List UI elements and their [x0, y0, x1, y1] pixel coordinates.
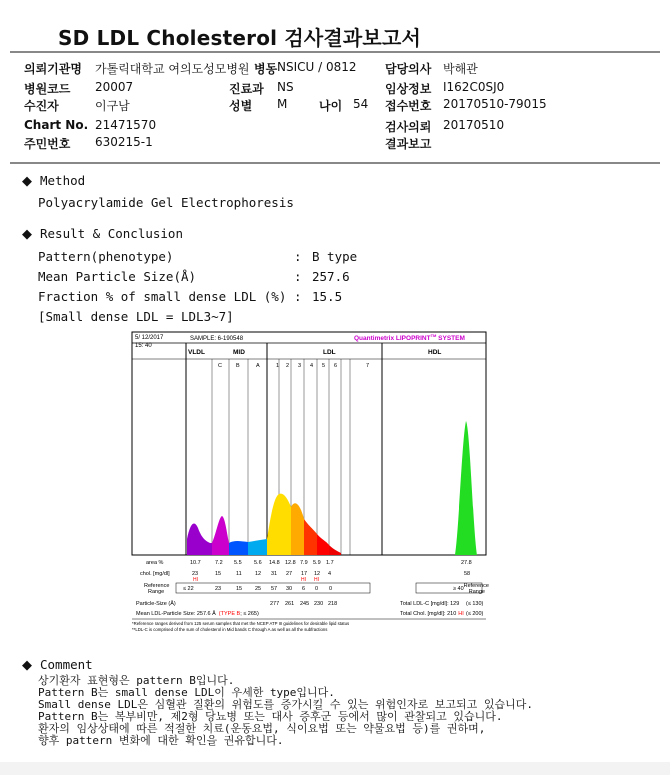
dept-value: NS: [277, 80, 294, 94]
chol-value: 15: [215, 571, 222, 577]
band-label: 3: [298, 363, 302, 369]
ref-value: 57: [271, 586, 278, 592]
chol-label: chol. [mg/dl]: [140, 571, 170, 577]
ref-label2-right: Range: [468, 589, 485, 595]
band-label: 6: [334, 363, 338, 369]
result-colon: :: [294, 269, 302, 284]
area-value: 12.8: [285, 560, 296, 566]
diamond-icon: ◆: [22, 174, 32, 189]
area-value: 10.7: [190, 560, 201, 566]
comment-line: Pattern B는 복부비만, 제2형 당뇨병 또는 대사 증후군 등에서 많이 관찰되고 있습니다.: [38, 710, 503, 723]
chart-value: 21471570: [95, 118, 157, 132]
footnote-1: *Reference ranges derived from 125 serum samples that met the NCEP ATP III guidelines for desirable lipid status: [132, 621, 350, 626]
divider: [10, 162, 660, 164]
region-label-ldl: LDL: [323, 349, 336, 356]
area-value: 5.5: [234, 560, 242, 566]
ref-value: 25: [255, 586, 262, 592]
area-value: 7.2: [215, 560, 223, 566]
comment-line: 향후 pattern 변화에 대한 확인을 권유합니다.: [38, 734, 284, 747]
request-label: 검사의뢰: [385, 120, 432, 134]
region-label-hdl: HDL: [428, 349, 442, 356]
chol-value: 27: [286, 571, 293, 577]
receipt-value: 20170510-79015: [443, 97, 547, 111]
id-label: 주민번호: [24, 137, 71, 151]
ref-label-right: Reference: [463, 583, 489, 589]
ref-label2: Range: [148, 589, 165, 595]
sex-value: M: [277, 97, 288, 111]
result-heading: ◆ Result & Conclusion: [22, 226, 183, 242]
area-value: 5.9: [313, 560, 321, 566]
chol-value: 23: [192, 571, 199, 577]
band-label: A: [256, 363, 260, 369]
ref-value: 0: [329, 586, 333, 592]
area-value: 5.6: [254, 560, 262, 566]
result-value-size: 257.6: [312, 269, 350, 284]
method-text: Polyacrylamide Gel Electrophoresis: [38, 195, 294, 210]
chol-value: 4: [328, 571, 332, 577]
clinical-label: 임상정보: [385, 82, 432, 96]
ward-value: NSICU / 0812: [277, 60, 357, 74]
hospital-code-value: 20007: [95, 80, 134, 94]
hospital-code-label: 병원코드: [24, 82, 71, 96]
age-label: 나이: [319, 99, 343, 113]
psize-value: 245: [300, 601, 310, 607]
hi-mark: HI: [314, 577, 319, 583]
band-label: 1: [276, 363, 280, 369]
figure-date: 5/ 12/2017: [135, 335, 164, 341]
hi-mark: HI: [193, 577, 198, 583]
area-label: area %: [146, 560, 164, 566]
total-chol: Total Chol. [mg/dl]: 210 HI: [400, 611, 464, 617]
total-ldlc: Total LDL-C [mg/dl]: 129: [400, 601, 460, 607]
total-chol-ref: (≤ 200): [466, 611, 484, 617]
hdl-chol-value: 58: [464, 571, 471, 577]
chol-value: 12: [255, 571, 262, 577]
divider: [10, 51, 660, 53]
comment-line: Small dense LDL은 심혈관 질환의 위험도를 증가시킬 수 있는 위험인자로 보고되고 있습니다.: [38, 698, 533, 711]
comment-line: 상기환자 표현형은 pattern B입니다.: [38, 674, 235, 687]
ref-label: Reference: [144, 583, 170, 589]
request-value: 20170510: [443, 118, 505, 132]
band-label: 7: [366, 363, 370, 369]
result-value-pattern: B type: [312, 249, 358, 264]
hi-mark: HI: [301, 577, 306, 583]
method-heading: ◆ Method: [22, 173, 86, 189]
psize-label: Particle-Size (Å): [136, 601, 176, 607]
result-label-pattern: Pattern(phenotype): [38, 249, 174, 264]
band-label: 5: [322, 363, 326, 369]
chol-value: 12: [314, 571, 321, 577]
ref-value: 30: [286, 586, 293, 592]
diamond-icon: ◆: [22, 658, 32, 673]
ward-label: 병동: [254, 62, 278, 76]
region-label-vldl: VLDL: [188, 349, 205, 356]
psize-value: 230: [314, 601, 324, 607]
clinical-value: I162C0SJ0: [443, 80, 505, 94]
sex-label: 성별: [229, 99, 253, 113]
comment-line: Pattern B는 small dense LDL이 우세한 type입니다.: [38, 686, 335, 699]
psize-value: 261: [285, 601, 295, 607]
result-label-fraction: Fraction % of small dense LDL (%): [38, 289, 287, 304]
comment-line: 환자의 임상상태에 따른 적절한 치료(운동요법, 식이요법 또는 약물요법 등)를 권하며,: [38, 722, 486, 735]
result-colon: :: [294, 289, 302, 304]
region-label-mid: MID: [233, 349, 245, 356]
ref-value: 15: [236, 586, 243, 592]
receipt-label: 접수번호: [385, 99, 432, 113]
total-ldlc-ref: (≤ 130): [466, 601, 484, 607]
result-note: [Small dense LDL = LDL3~7]: [38, 309, 234, 324]
hdl-area-value: 27.8: [461, 560, 472, 566]
chol-value: 11: [236, 571, 242, 577]
institution-label: 의뢰기관명: [24, 62, 82, 76]
band-label: 4: [310, 363, 314, 369]
chol-value: 31: [271, 571, 278, 577]
ref-value: ≤ 22: [183, 586, 194, 592]
area-value: 7.9: [300, 560, 308, 566]
footnote-2: **LDL-C is comprised of the sum of cholesterol in Mid bands C through A as well as all the subfractions: [132, 627, 328, 632]
psize-value: 218: [328, 601, 338, 607]
ref-value: 6: [302, 586, 306, 592]
area-value: 1.7: [326, 560, 334, 566]
patient-label: 수진자: [24, 99, 59, 113]
band-label: B: [236, 363, 240, 369]
age-value: 54: [353, 97, 369, 111]
doctor-label: 담당의사: [385, 62, 432, 76]
band-label: C: [218, 363, 222, 369]
figure-brand: Quantimetrix LIPOPRINT™ SYSTEM: [354, 333, 465, 342]
diamond-icon: ◆: [22, 227, 32, 242]
institution-value: 가톨릭대학교 여의도성모병원: [95, 62, 250, 76]
psize-value: 277: [270, 601, 280, 607]
figure-time: 15: 40: [135, 343, 152, 349]
result-label-size: Mean Particle Size(Å): [38, 269, 197, 284]
result-value-fraction: 15.5: [312, 289, 343, 304]
area-value: 14.8: [269, 560, 280, 566]
comment-heading: ◆ Comment: [22, 657, 93, 673]
peak-mid-b: [229, 541, 248, 555]
ref-value: 23: [215, 586, 222, 592]
hdl-ref-value: ≥ 40: [453, 586, 464, 592]
mean-ldl: Mean LDL-Particle Size: 257.6 Å (TYPE B; ≤ 265): [136, 611, 259, 617]
report-title: SD LDL Cholesterol 검사결과보고서: [58, 26, 421, 50]
page-footer-bar: [0, 762, 670, 775]
report-label: 결과보고: [385, 137, 432, 151]
chol-value: 17: [301, 571, 308, 577]
band-label: 2: [286, 363, 290, 369]
result-colon: :: [294, 249, 302, 264]
patient-value: 이구남: [95, 99, 130, 113]
dept-label: 진료과: [229, 82, 264, 96]
ref-value: 0: [315, 586, 319, 592]
chart-label: Chart No.: [24, 118, 89, 132]
lipoprint-figure: [128, 329, 490, 639]
doctor-value: 박해관: [443, 62, 478, 76]
id-value: 630215-1: [95, 135, 153, 149]
figure-sample: SAMPLE: 6-190548: [190, 336, 244, 342]
